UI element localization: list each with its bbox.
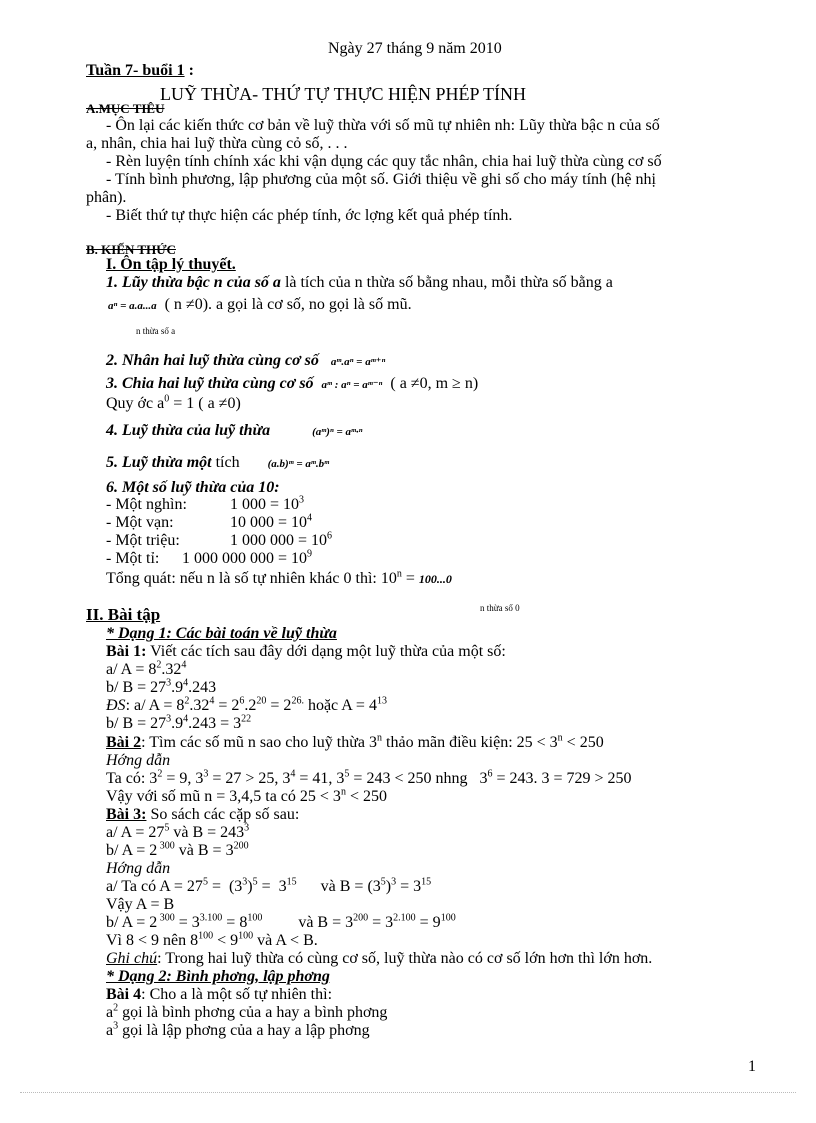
week-colon: : xyxy=(184,62,194,79)
rule-3-condition: ( a ≠0, m ≥ n) xyxy=(390,375,479,392)
power-row-1 xyxy=(106,496,304,514)
bai-3-since: Vì 8 < 9 nên $8^{100} < 9^{100}$ và A < B. xyxy=(106,930,318,949)
power-row-2 xyxy=(106,514,312,532)
rule-5-plain: tích xyxy=(211,454,240,471)
power-exp-4: 9 xyxy=(307,548,313,560)
bai-3-sol-a: a/ Ta có $A = 27^5 = (3^3)^5 = 3^{15}$ và $B = (3^5)^3 = 3^{15}$ xyxy=(106,876,432,895)
rule-2-formula: aᵐ.aⁿ = aᵐ⁺ⁿ xyxy=(330,356,386,368)
general-note: n thừa số 0 xyxy=(480,603,520,613)
rule-3-title: 3. Chia hai luỹ thừa cùng cơ số xyxy=(106,375,314,392)
bai-2-solution: Ta có: $3^2 = 9$, $3^3 = 27 > 25$, $3^4 = 41$, $3^5 = 243 < 250$ nhng $3^6 = 243$. 3 = 729 > 250 xyxy=(106,768,632,787)
rule-3-formula: aᵐ : aⁿ = aᵐ⁻ⁿ xyxy=(321,379,383,391)
section-b-heading: B. KIẾN THỨC xyxy=(86,242,176,257)
bai-3-line: Bài 3: So sách các cặp số sau: xyxy=(106,806,300,823)
bai-2-hint: Hớng dẫn xyxy=(106,752,171,769)
convention-line xyxy=(106,395,241,413)
section-a-line-5: phân). xyxy=(86,189,127,206)
general-line xyxy=(106,570,452,588)
power-exp-1: 3 xyxy=(299,494,305,506)
general-formula: 100...0 xyxy=(418,572,452,586)
definition-condition: ( n ≠0). a gọi là cơ số, no gọi là số mũ. xyxy=(164,296,412,313)
power-value-2: 10 000 = 10 xyxy=(230,514,308,531)
power-exp-3: 6 xyxy=(327,530,333,542)
dang-2-heading xyxy=(106,968,330,986)
general-text: Tổng quát: nếu n là số tự nhiên khác 0 thì: 10 xyxy=(106,570,397,587)
rule-5-title: 5. Luỹ thừa một xyxy=(106,454,212,471)
bai-3-hint: Hớng dẫn xyxy=(106,860,171,877)
rule-4 xyxy=(106,422,363,441)
power-label-4: - Một tỉ: xyxy=(106,550,160,567)
convention-text: Quy ớc a xyxy=(106,395,165,412)
section-a-line-4: - Tính bình phương, lập phương của một số. Giới thiệu về ghi số cho máy tính (hệ nhị xyxy=(106,171,656,188)
bai-1-text: Viết các tích sau đây dới dạng một luỹ thừa của một số: xyxy=(146,643,506,660)
page-title: LUỸ THỪA- THỨ TỰ THỰC HIỆN PHÉP TÍNH xyxy=(160,84,527,104)
rule-4-title: 4. Luỹ thừa của luỹ thừa xyxy=(106,422,271,439)
bai-1-line xyxy=(106,643,506,661)
week-heading xyxy=(86,62,194,80)
rule-4-formula: (aᵐ)ⁿ = aᵐ·ⁿ xyxy=(312,426,363,438)
week-label: Tuần 7- buổi 1 xyxy=(86,62,185,79)
power-exp-2: 4 xyxy=(307,512,313,524)
rule-3 xyxy=(106,375,478,394)
rule-6-title: 6. Một số luỹ thừa của 10: xyxy=(106,479,280,496)
power-value-1: 1 000 = 10 xyxy=(230,496,300,513)
rule-2 xyxy=(106,352,385,371)
bai-2-conclusion: Vậy với số mũ n = 3,4,5 ta có $25 < 3^n < 250$ xyxy=(106,786,387,805)
bai-2-line: Bài 2: Tìm các số mũ n sao cho luỹ thừa 3$^n$ thảo mãn điều kiện: $25 < 3^n < 250$ xyxy=(106,732,604,751)
general-eq: = xyxy=(401,570,419,587)
rule-2-title: 2. Nhân hai luỹ thừa cùng cơ số xyxy=(106,352,319,369)
general-exp: n xyxy=(396,568,402,580)
bai-1-answer-b: b/ $B = 27^3.9^4.243 = 3^{22}$ xyxy=(106,713,252,732)
power-row-3 xyxy=(106,532,332,550)
convention-rest: = 1 ( a ≠0) xyxy=(169,395,241,412)
definition-formula-line xyxy=(108,296,412,315)
dang-1-text: * Dạng 1: Các bài toán về luỹ thừa xyxy=(106,625,337,642)
power-value-4: 1 000 000 000 = 10 xyxy=(182,550,308,567)
dang-1-heading xyxy=(106,625,337,643)
bai-3-a: a/ $A = 27^5$ và $B = 243^3$ xyxy=(106,822,250,841)
section-a-line-1: - Ôn lại các kiến thức cơ bản về luỹ thừa với số mũ tự nhiên nh: Lũy thừa bậc n của số xyxy=(106,117,660,134)
footer-divider xyxy=(20,1092,796,1093)
bai-3-sol-b: b/ A = 2 $^{300} = 3^{3.100} = 8^{100}$ và $B = 3^{200} = 3^{2.100} = 9^{100}$ xyxy=(106,912,456,931)
bai-1-answer-a: ĐS: a/ $A = 8^2.32^4 = 2^6.2^{20} = 2^{26.}$ hoặc $A = 4^{13}$ xyxy=(106,695,387,714)
definition-title: 1. Lũy thừa bậc n của số a xyxy=(106,274,281,291)
exercises-heading: II. Bài tập xyxy=(86,605,161,624)
definition-text: là tích của n thừa số bằng nhau, mỗi thừa số bằng a xyxy=(280,274,613,291)
dang-2-text: * Dạng 2: Bình phơng, lập phơng xyxy=(106,968,330,985)
page-number: 1 xyxy=(748,1058,756,1075)
power-label-3: - Một triệu: xyxy=(106,532,180,549)
bai-1-b: b/ $B = 27^3.9^4.243$ xyxy=(106,677,217,696)
bai-3-then: Vậy A = B xyxy=(106,896,175,913)
section-a-line-6: - Biết thứ tự thực hiện các phép tính, ớc lợng kết quả phép tính. xyxy=(106,207,513,224)
section-a-line-2: a, nhân, chia hai luỹ thừa cùng cỏ số, . . . xyxy=(86,135,348,152)
definition-note: n thừa số a xyxy=(136,326,176,336)
bai-4-square: $a^2$ gọi là bình phơng của a hay a bình phơng xyxy=(106,1002,388,1021)
power-label-2: - Một vạn: xyxy=(106,514,174,531)
section-a-line-3: - Rèn luyện tính chính xác khi vận dụng các quy tắc nhân, chia hai luỹ thừa cùng cơ số xyxy=(106,153,662,170)
convention-exp: 0 xyxy=(164,393,170,405)
power-row-4 xyxy=(106,550,312,568)
power-value-3: 1 000 000 = 10 xyxy=(230,532,328,549)
rule-5 xyxy=(106,454,329,473)
bai-3-b: b/ A = 2 $^{300}$ và $B = 3^{200}$ xyxy=(106,840,249,859)
definition-line xyxy=(106,274,613,292)
power-label-1: - Một nghìn: xyxy=(106,496,187,513)
bai-4-cube: $a^3$ gọi là lập phơng của a hay a lập phơng xyxy=(106,1020,370,1039)
note-line: Ghi chú: Trong hai luỹ thừa có cùng cơ số, luỹ thừa nào có cơ số lớn hơn thì lớn hơn. xyxy=(106,950,653,967)
definition-formula: aⁿ = a.a...a xyxy=(108,300,157,312)
bai-4-line: Bài 4: Cho a là một số tự nhiên thì: xyxy=(106,986,333,1003)
theory-heading: I. Ôn tập lý thuyết. xyxy=(106,256,236,273)
bai-1-label: Bài 1: xyxy=(106,643,147,660)
rule-5-formula: (a.b)ᵐ = aᵐ.bᵐ xyxy=(267,458,330,470)
section-a-heading: A.MỤC TIÊU xyxy=(86,101,165,116)
bai-1-a: a/ $A = 8^2.32^4$ xyxy=(106,659,187,678)
date-line: Ngày 27 tháng 9 năm 2010 xyxy=(328,40,502,57)
